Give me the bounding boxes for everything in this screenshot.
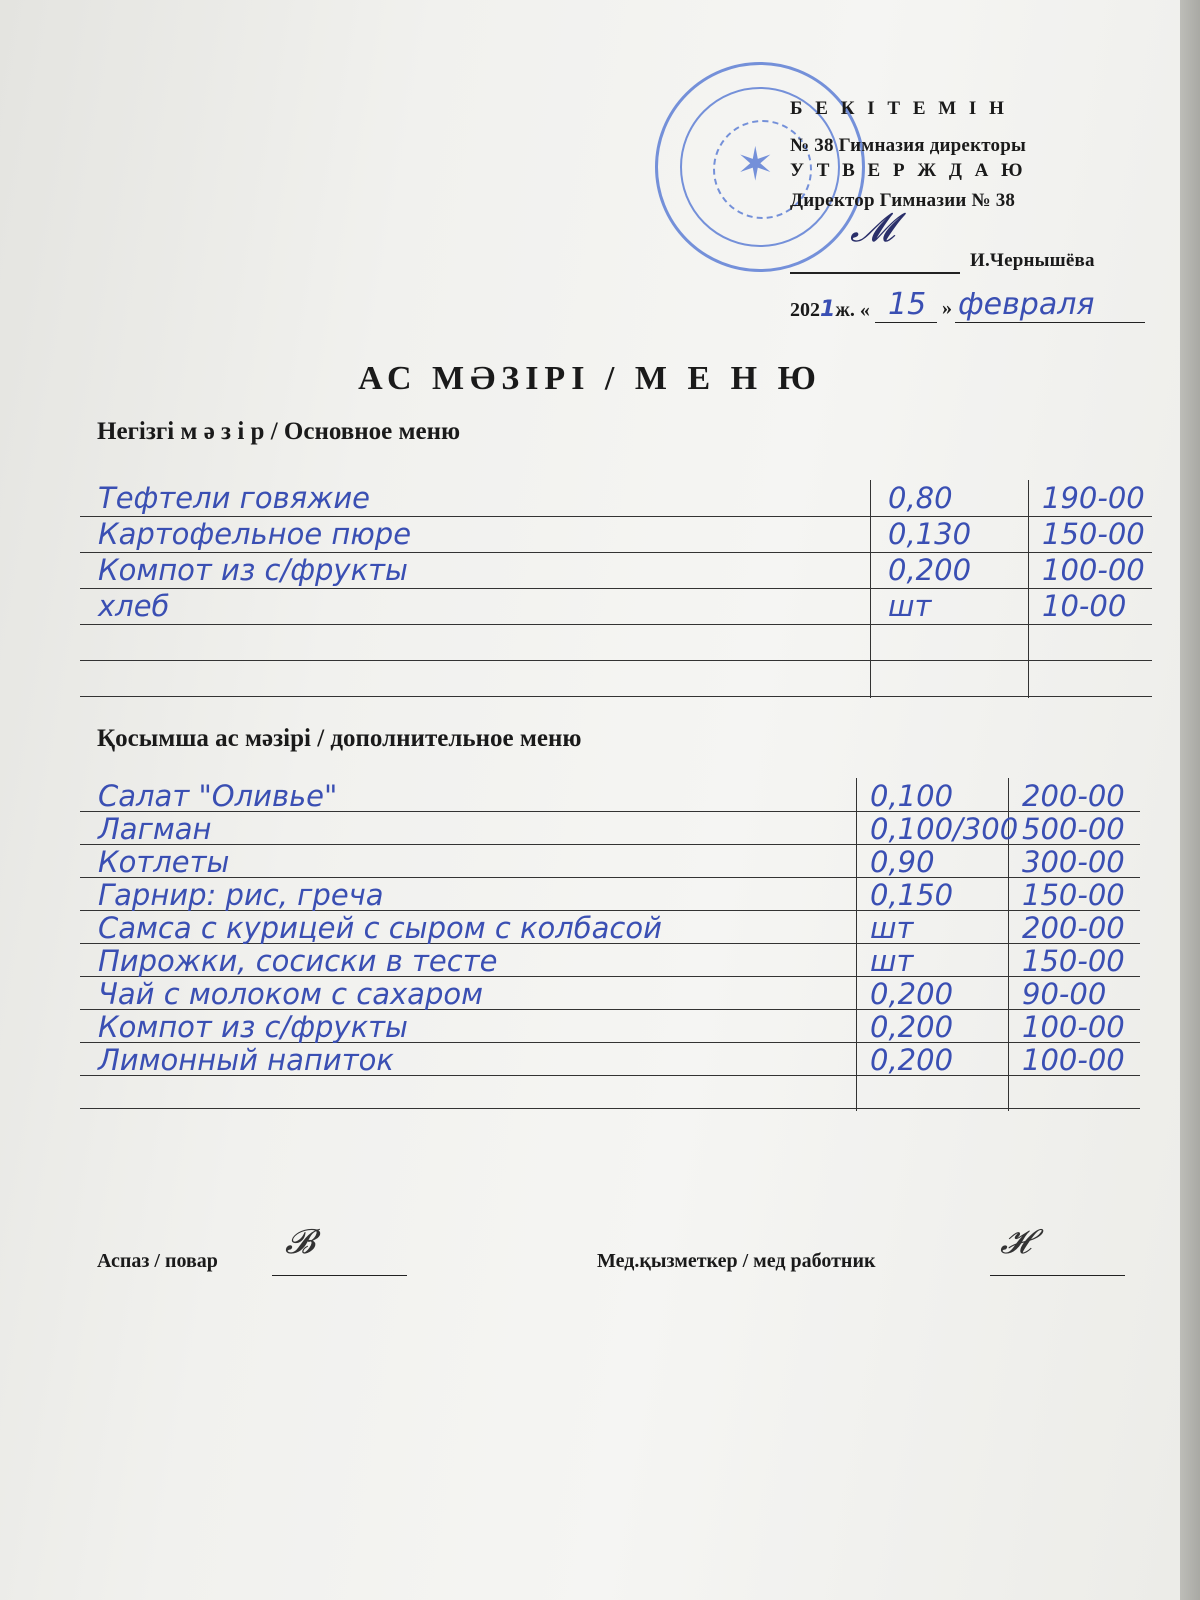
menu-item-name: Картофельное пюре xyxy=(98,517,412,551)
menu-item-price: 10-00 xyxy=(1042,589,1127,623)
menu-item-price: 100-00 xyxy=(1042,553,1145,587)
menu-item-weight: 0,130 xyxy=(888,517,972,551)
table-column-divider xyxy=(1028,480,1029,698)
table-row-line xyxy=(80,588,1152,589)
menu-item-name: Лагман xyxy=(98,812,212,846)
date-year-handwritten: 1 xyxy=(820,297,836,322)
menu-item-name: Чай с молоком с сахаром xyxy=(98,977,483,1011)
approval-ru-title: У Т В Е Р Ж Д А Ю xyxy=(790,160,1027,181)
director-signature: 𝓜 xyxy=(850,205,895,251)
menu-item-price: 150-00 xyxy=(1022,944,1125,978)
medic-signature-line xyxy=(990,1275,1125,1276)
menu-item-price: 100-00 xyxy=(1022,1043,1125,1077)
date-day-underline xyxy=(875,322,937,323)
cook-signature-line xyxy=(272,1275,407,1276)
menu-item-name: Салат "Оливье" xyxy=(98,779,338,813)
menu-item-price: 200-00 xyxy=(1022,779,1125,813)
table-row-line xyxy=(80,696,1152,697)
main-menu-heading: Негізгі м ә з і р / Основное меню xyxy=(97,418,461,445)
menu-item-weight: 0,100 xyxy=(870,779,954,813)
menu-item-weight: шт xyxy=(870,911,914,945)
table-row-line xyxy=(80,660,1152,661)
director-name: И.Чернышёва xyxy=(970,250,1095,271)
menu-item-weight: 0,80 xyxy=(888,481,953,515)
menu-item-name: Компот из с/фрукты xyxy=(98,553,408,587)
menu-item-weight: 0,100/300 xyxy=(870,812,1019,846)
menu-item-price: 100-00 xyxy=(1022,1010,1125,1044)
menu-item-price: 150-00 xyxy=(1022,878,1125,912)
table-column-divider xyxy=(870,480,871,698)
date-month-underline xyxy=(955,322,1145,323)
menu-item-price: 150-00 xyxy=(1042,517,1145,551)
menu-item-name: Котлеты xyxy=(98,845,230,879)
menu-item-weight: 0,200 xyxy=(870,1043,954,1077)
date-prefix: 202 xyxy=(790,299,820,321)
menu-item-weight: 0,150 xyxy=(870,878,954,912)
approval-date xyxy=(790,297,870,322)
page-edge-shadow xyxy=(1180,0,1200,1600)
menu-item-name: Лимонный напиток xyxy=(98,1043,394,1077)
menu-item-name: Компот из с/фрукты xyxy=(98,1010,408,1044)
page-title: АС МӘЗІРІ / М Е Н Ю xyxy=(358,360,822,397)
menu-item-name: хлеб xyxy=(98,589,170,623)
stamp-star-icon: ✶ xyxy=(736,139,775,190)
cook-signature: 𝓑 xyxy=(285,1222,315,1262)
table-row-line xyxy=(80,624,1152,625)
medic-label: Мед.қызметкер / мед работник xyxy=(597,1250,876,1272)
menu-item-name: Пирожки, сосиски в тесте xyxy=(98,944,498,978)
menu-item-price: 190-00 xyxy=(1042,481,1145,515)
medic-signature: 𝓗 xyxy=(1000,1222,1031,1262)
menu-item-name: Самса с курицей с сыром с колбасой xyxy=(98,911,662,945)
extra-menu-table xyxy=(80,778,1140,1123)
menu-item-price: 200-00 xyxy=(1022,911,1125,945)
menu-item-weight: шт xyxy=(888,589,932,623)
menu-item-name: Тефтели говяжие xyxy=(98,481,371,515)
table-column-divider xyxy=(856,778,857,1111)
menu-item-weight: 0,200 xyxy=(870,977,954,1011)
date-kz-suffix: ж. « xyxy=(835,299,870,321)
table-row-line xyxy=(80,1108,1140,1109)
approval-kz-position: № 38 Гимназия директоры xyxy=(790,135,1026,156)
menu-item-price: 300-00 xyxy=(1022,845,1125,879)
approval-kz-title: Б Е К І Т Е М І Н xyxy=(790,98,1008,119)
approval-ru-position: Директор Гимназии № 38 xyxy=(790,190,1016,211)
menu-item-name: Гарнир: рис, греча xyxy=(98,878,384,912)
menu-item-weight: 0,200 xyxy=(870,1010,954,1044)
menu-item-weight: 0,200 xyxy=(888,553,972,587)
extra-menu-heading: Қосымша ас мәзірі / дополнительное меню xyxy=(97,725,582,752)
date-day: 15 xyxy=(888,287,927,322)
menu-item-price: 90-00 xyxy=(1022,977,1107,1011)
main-menu-table xyxy=(80,480,1152,710)
director-signature-line xyxy=(790,272,960,274)
date-close-quote: » xyxy=(942,297,952,319)
date-month: февраля xyxy=(958,287,1095,322)
menu-item-price: 500-00 xyxy=(1022,812,1125,846)
menu-item-weight: 0,90 xyxy=(870,845,935,879)
cook-label: Аспаз / повар xyxy=(97,1250,218,1272)
menu-item-weight: шт xyxy=(870,944,914,978)
